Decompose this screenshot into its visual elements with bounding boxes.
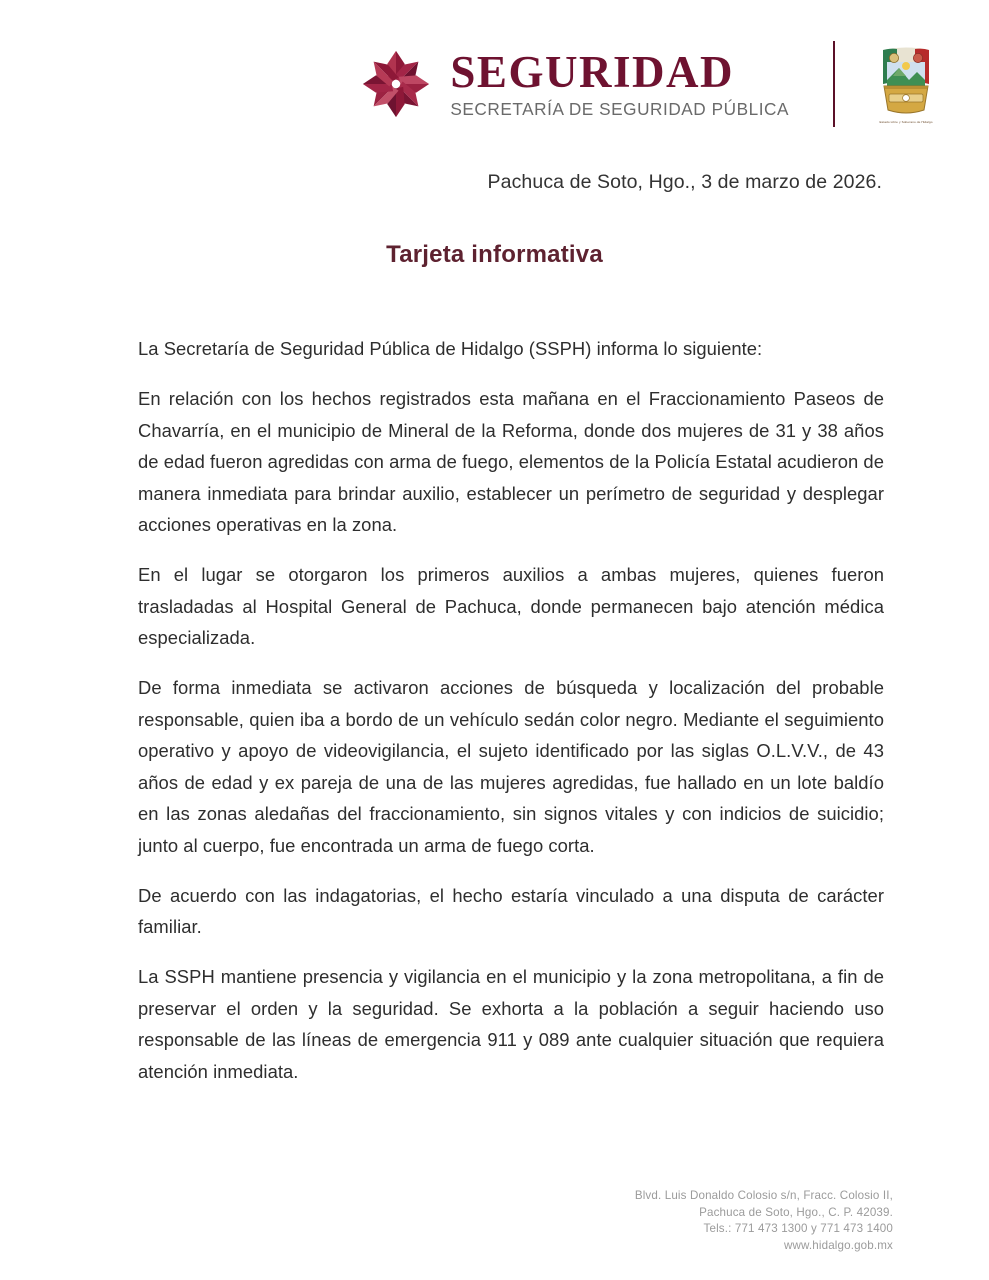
wordmark-title: SEGURIDAD	[450, 46, 734, 97]
dateline: Pachuca de Soto, Hgo., 3 de marzo de 2026.	[487, 171, 882, 193]
paragraph-intro: La Secretaría de Seguridad Pública de Hidalgo (SSPH) informa lo siguiente:	[138, 338, 763, 359]
footer-website-line: www.hidalgo.gob.mx	[783, 1238, 893, 1252]
footer-phone-line: Tels.: 771 473 1300 y 771 473 1400	[703, 1222, 893, 1236]
hidalgo-coat-of-arms-icon	[875, 44, 937, 124]
document-body	[138, 333, 884, 1087]
wordmark-subtitle: SECRETARÍA DE SEGURIDAD PÚBLICA	[450, 98, 789, 119]
paragraph-5: La SSPH mantiene presencia y vigilancia en el municipio y la zona metropolitana, a fin de preservar el orden y la seguridad. Se exhorta a la población a seguir haciendo uso responsable de las líneas de emergencia 911 y 089 ante cualquier situación que requiera atención inmediata.	[138, 966, 884, 1082]
footer-address-line: Blvd. Luis Donaldo Colosio s/n, Fracc. Colosio II,	[634, 1189, 893, 1203]
document-footer	[635, 1188, 893, 1254]
page-title: Tarjeta informativa	[386, 241, 603, 268]
document-header	[0, 34, 989, 134]
paragraph-1: En relación con los hechos registrados esta mañana en el Fraccionamiento Paseos de Chavarría, en el municipio de Mineral de la Reforma, donde dos mujeres de 31 y 38 años de edad fueron agredidas con arma de fuego, elementos de la Policía Estatal acudieron de manera inmediata para brindar auxilio, establecer un perímetro de seguridad y desplegar acciones operativas en la zona.	[138, 388, 884, 535]
footer-city-line: Pachuca de Soto, Hgo., C. P. 42039.	[699, 1205, 893, 1219]
wordmark	[450, 46, 789, 119]
eight-pointed-star-logo-icon	[360, 48, 432, 120]
paragraph-2: En el lugar se otorgaron los primeros auxilios a ambas mujeres, quienes fueron trasladadas al Hospital General de Pachuca, donde permanecen bajo atención médica especializada.	[138, 564, 884, 648]
coat-of-arms-caption: Estado Libre y Soberano de Hidalgo	[879, 120, 933, 125]
paragraph-3: De forma inmediata se activaron acciones de búsqueda y localización del probable responsable, quien iba a bordo de un vehículo sedán color negro. Mediante el seguimiento operativo y apoyo de videovigilancia, el sujeto identificado por las siglas O.L.V.V., de 43 años de edad y ex pareja de una de las mujeres agredidas, fue hallado en un lote baldío en las zonas aledañas del fraccionamiento, sin signos vitales y con indicios de suicidio; junto al cuerpo, fue encontrada un arma de fuego corta.	[138, 677, 884, 856]
paragraph-4: De acuerdo con las indagatorias, el hecho estaría vinculado a una disputa de carácter familiar.	[138, 884, 884, 937]
header-divider	[833, 41, 835, 127]
brand-lockup	[360, 41, 937, 127]
